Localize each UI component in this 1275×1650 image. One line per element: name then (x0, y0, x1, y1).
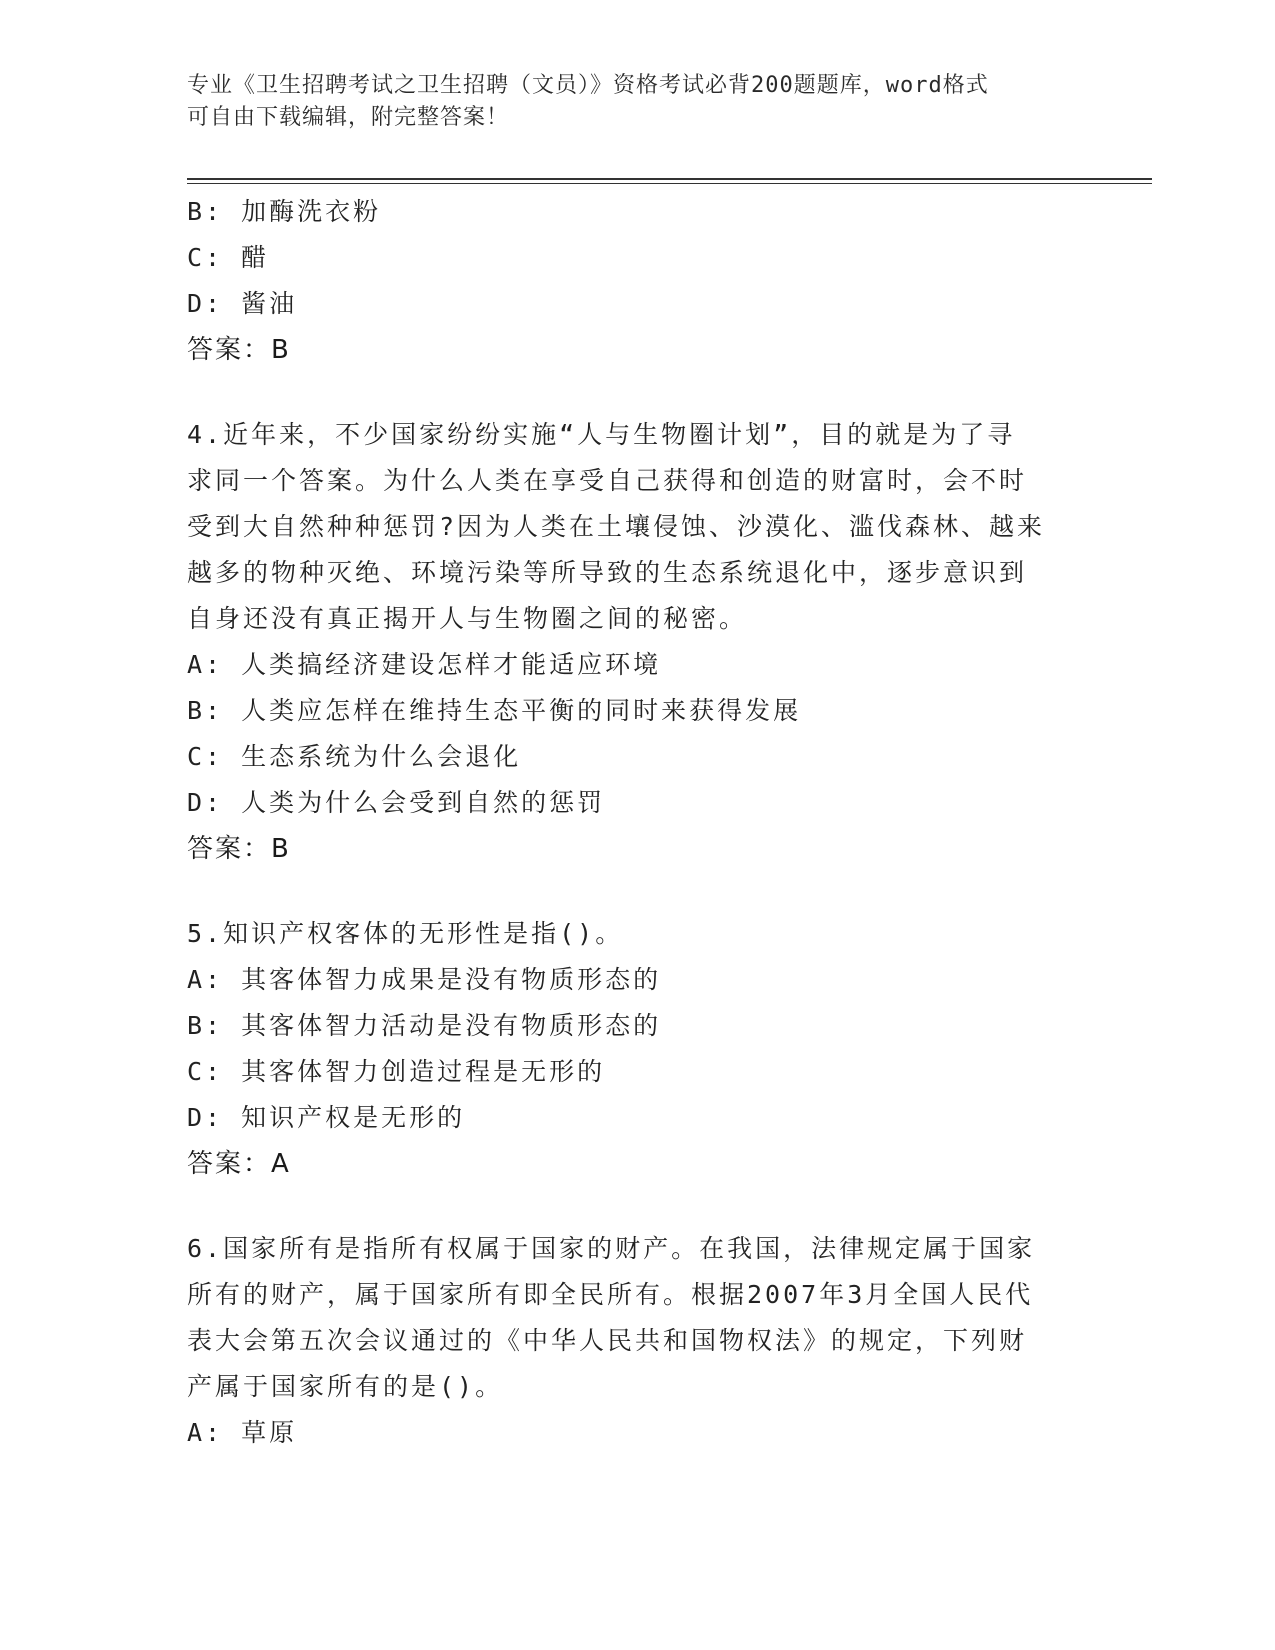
question-stem-line: 受到大自然种种惩罚?因为人类在土壤侵蚀、沙漠化、滥伐森林、越来 (187, 512, 1046, 541)
option-b: B: 人类应怎样在维持生态平衡的同时来获得发展 (187, 696, 802, 725)
document-header (187, 70, 1067, 134)
option-d: D: 人类为什么会受到自然的惩罚 (187, 788, 606, 817)
header-title-line-2: 可自由下载编辑，附完整答案！ (187, 105, 510, 130)
option-d: D: 酱油 (187, 289, 298, 318)
question-stem-line: 产属于国家所有的是()。 (187, 1372, 504, 1401)
option-c: C: 其客体智力创造过程是无形的 (187, 1057, 606, 1086)
question-6 (187, 1226, 1087, 1456)
question-stem-line: 5.知识产权客体的无形性是指()。 (187, 919, 624, 948)
option-c: C: 生态系统为什么会退化 (187, 742, 522, 771)
question-stem-line: 表大会第五次会议通过的《中华人民共和国物权法》的规定，下列财 (187, 1326, 1028, 1355)
option-b: B: 加酶洗衣粉 (187, 197, 382, 226)
header-divider (187, 178, 1152, 184)
question-4 (187, 412, 1087, 872)
question-stem-line: 求同一个答案。为什么人类在享受自己获得和创造的财富时，会不时 (187, 466, 1028, 495)
option-b: B: 其客体智力活动是没有物质形态的 (187, 1011, 662, 1040)
answer-line: 答案：B (187, 335, 291, 365)
question-stem-line: 6.国家所有是指所有权属于国家的财产。在我国，法律规定属于国家 (187, 1234, 1036, 1263)
question-stem-line: 所有的财产，属于国家所有即全民所有。根据2007年3月全国人民代 (187, 1280, 1034, 1309)
header-title-line-1: 专业《卫生招聘考试之卫生招聘（文员）》资格考试必背200题题库，word格式 (187, 73, 989, 98)
option-d: D: 知识产权是无形的 (187, 1103, 466, 1132)
question-spacer (187, 1187, 1087, 1226)
answer-line: 答案：A (187, 1149, 291, 1179)
question-stem-line: 越多的物种灭绝、环境污染等所导致的生态系统退化中，逐步意识到 (187, 558, 1028, 587)
option-a: A: 其客体智力成果是没有物质形态的 (187, 965, 662, 994)
option-a: A: 草原 (187, 1418, 298, 1447)
option-c: C: 醋 (187, 243, 270, 272)
question-content (187, 189, 1087, 1456)
option-a: A: 人类搞经济建设怎样才能适应环境 (187, 650, 662, 679)
question-stem-line: 自身还没有真正揭开人与生物圈之间的秘密。 (187, 604, 748, 633)
question-spacer (187, 373, 1087, 412)
answer-line: 答案：B (187, 834, 291, 864)
question-stem-line: 4.近年来，不少国家纷纷实施“人与生物圈计划”，目的就是为了寻 (187, 420, 1016, 449)
question-3-tail (187, 189, 1087, 373)
question-spacer (187, 872, 1087, 911)
question-5 (187, 911, 1087, 1187)
